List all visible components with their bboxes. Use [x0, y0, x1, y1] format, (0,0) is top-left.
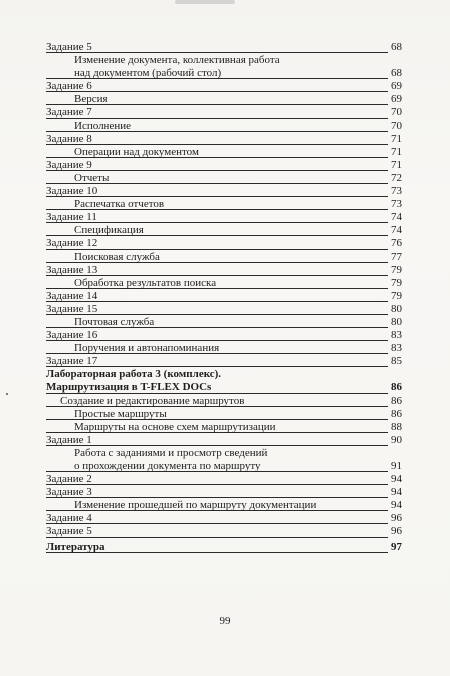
toc-entry [46, 224, 402, 237]
toc-entry [46, 54, 402, 67]
toc-entry-page: 69 [391, 93, 402, 106]
leader-line [46, 366, 388, 367]
toc-entry-title: Задание 1 [46, 433, 92, 446]
toc-entry-page: 76 [391, 237, 402, 250]
leader-line [46, 144, 388, 145]
toc-entry [46, 290, 402, 303]
toc-entry-title: о прохождении документа по маршруту [74, 460, 261, 472]
toc-entry [46, 499, 402, 512]
toc-entry-title: над документом (рабочий стол) [74, 67, 222, 80]
toc-entry-title: Изменение прошедшей по маршруту документации [74, 499, 317, 512]
toc-entry [46, 525, 402, 538]
toc-entry-title: Почтовая служба [74, 315, 155, 328]
toc-entry-title: Задание 8 [46, 132, 92, 145]
toc-entry [46, 512, 402, 525]
toc-entry-page: 83 [391, 342, 402, 355]
toc-entry-page: 73 [391, 198, 402, 211]
toc-entry-page: 83 [391, 329, 402, 342]
toc-entry-page: 68 [391, 41, 402, 53]
leader-line [46, 118, 388, 119]
toc-entry-page: 96 [391, 525, 402, 538]
toc-entry-title: Простые маршруты [74, 407, 167, 420]
leader-line [46, 222, 388, 223]
toc-entry-title: Задание 9 [46, 158, 92, 171]
leader-line [46, 497, 388, 498]
margin-dot [6, 393, 8, 395]
toc-entry-title: Задание 6 [46, 80, 92, 93]
toc-entry-title: Маршруты на основе схем маршрутизации [74, 420, 276, 433]
toc-entry-title: Отчеты [74, 171, 110, 184]
toc-entry-title: Задание 5 [46, 41, 92, 53]
toc-entry [46, 237, 402, 250]
toc-entry [46, 368, 402, 381]
toc-entry-page: 86 [391, 407, 402, 420]
toc-entry [46, 133, 402, 146]
toc-entry-page: 71 [391, 145, 402, 158]
toc-entry-title: Задание 13 [46, 263, 98, 276]
toc-entry-page: 79 [391, 276, 402, 289]
toc-entry [46, 342, 402, 355]
toc-entry [46, 303, 402, 316]
toc-entry-title: Операции над документом [74, 145, 199, 158]
toc-entry-title: Литература [46, 540, 105, 553]
toc-entry-title: Распечатка отчетов [74, 198, 165, 211]
toc-entry-page: 68 [391, 67, 402, 80]
toc-entry-title: Спецификация [74, 224, 144, 237]
toc-entry [46, 172, 402, 185]
toc-entry-title: Изменение документа, коллективная работа [74, 54, 280, 67]
toc-entry [46, 434, 402, 447]
toc-entry-title: Задание 7 [46, 106, 92, 119]
toc-entry-page: 80 [391, 315, 402, 328]
leader-line [46, 340, 388, 341]
leader-line [46, 249, 388, 250]
toc-entry-page: 94 [391, 486, 402, 499]
toc-entry [46, 67, 402, 80]
toc-entry-page: 88 [391, 420, 402, 433]
toc-entry [46, 408, 402, 421]
toc-entry-title: Работа с заданиями и просмотр сведений [74, 446, 268, 459]
leader-line [46, 484, 388, 485]
leader-line [46, 170, 388, 171]
toc-entry-title: Задание 5 [46, 525, 92, 538]
toc-entry-title: Задание 4 [46, 512, 92, 525]
toc-entry-title: Задание 11 [46, 211, 97, 224]
toc-entry-page: 79 [391, 289, 402, 302]
table-of-contents [46, 41, 402, 554]
toc-entry [46, 355, 402, 368]
page-number: 99 [219, 615, 231, 627]
toc-entry-page: 72 [391, 171, 402, 184]
toc-entry [46, 198, 402, 211]
toc-entry-title: Задание 15 [46, 302, 98, 315]
leader-line [46, 52, 388, 53]
toc-entry-title: Поисковая служба [74, 250, 160, 263]
toc-entry-title: Задание 10 [46, 185, 98, 198]
toc-entry [46, 447, 402, 460]
toc-entry [46, 80, 402, 93]
toc-entry-title: Задание 12 [46, 237, 98, 250]
toc-entry [46, 381, 402, 394]
toc-entry-page: 86 [391, 394, 402, 407]
leader-line [46, 301, 388, 302]
toc-entry [46, 486, 402, 499]
toc-entry [46, 264, 402, 277]
toc-entry [46, 460, 402, 473]
toc-entry-page: 77 [391, 250, 402, 263]
toc-entry-title: Маршрутизация в T-FLEX DOCs [46, 381, 212, 394]
toc-entry-page: 70 [391, 106, 402, 119]
toc-entry [46, 329, 402, 342]
toc-entry-page: 79 [391, 263, 402, 276]
toc-entry [46, 146, 402, 159]
leader-line [46, 537, 388, 538]
toc-entry-page: 96 [391, 512, 402, 525]
toc-entry-page: 97 [391, 540, 402, 553]
toc-entry [46, 473, 402, 486]
toc-entry-title: Версия [74, 93, 108, 106]
toc-entry-page: 70 [391, 119, 402, 132]
leader-line [46, 196, 388, 197]
toc-entry [46, 106, 402, 119]
toc-entry-page: 86 [391, 381, 402, 394]
leader-line [46, 275, 388, 276]
toc-entry-title: Задание 17 [46, 355, 98, 368]
toc-entry-page: 91 [391, 460, 402, 472]
toc-entry-title: Лабораторная работа 3 (комплекс). [46, 368, 222, 381]
toc-entry-page: 74 [391, 224, 402, 237]
toc-entry-page: 71 [391, 132, 402, 145]
toc-entry-page: 94 [391, 473, 402, 486]
toc-entry-title: Исполнение [74, 119, 131, 132]
toc-entry-page: 90 [391, 433, 402, 446]
toc-entry-page: 74 [391, 211, 402, 224]
toc-entry-page: 80 [391, 302, 402, 315]
toc-entry-page: 71 [391, 158, 402, 171]
toc-entry-title: Обработка результатов поиска [74, 276, 217, 289]
toc-entry [46, 211, 402, 224]
toc-entry [46, 93, 402, 106]
toc-entry [46, 421, 402, 434]
leader-line [46, 314, 388, 315]
toc-entry-title: Задание 14 [46, 289, 98, 302]
toc-entry [46, 395, 402, 408]
toc-entry [46, 316, 402, 329]
toc-entry-page: 85 [391, 355, 402, 368]
toc-entry-title: Задание 2 [46, 473, 92, 486]
toc-entry-title: Задание 16 [46, 329, 98, 342]
leader-line [46, 523, 388, 524]
toc-entry-page: 94 [391, 499, 402, 512]
leader-line [46, 91, 388, 92]
toc-entry [46, 41, 402, 54]
leader-line [46, 445, 388, 446]
toc-entry-title: Поручения и автонапоминания [74, 342, 220, 355]
toc-entry [46, 251, 402, 264]
toc-entry [46, 541, 402, 554]
bleed-through-mark [175, 0, 235, 4]
toc-entry-title: Задание 3 [46, 486, 92, 499]
toc-entry-title: Создание и редактирование маршрутов [60, 394, 245, 407]
toc-entry-page: 69 [391, 80, 402, 93]
toc-entry-page: 73 [391, 185, 402, 198]
toc-entry [46, 120, 402, 133]
toc-entry [46, 277, 402, 290]
toc-entry [46, 185, 402, 198]
toc-entry [46, 159, 402, 172]
